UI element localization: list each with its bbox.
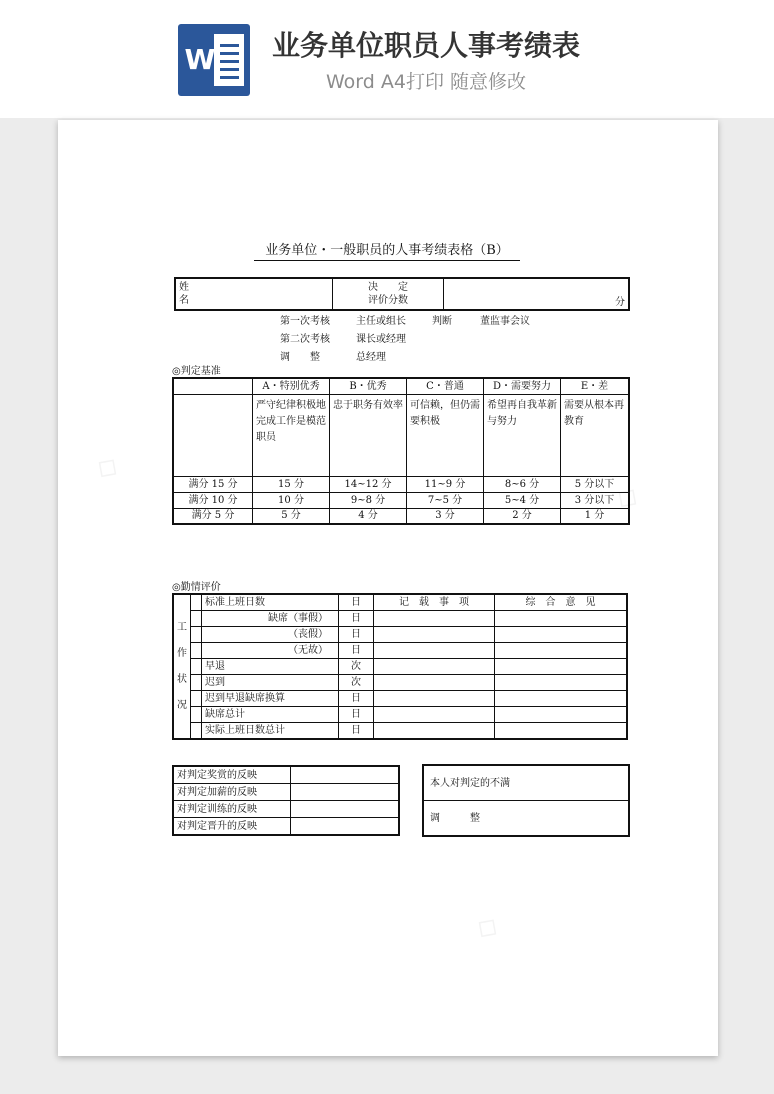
- flow-judge: 判断: [432, 316, 452, 327]
- opinion-cell[interactable]: [495, 627, 628, 643]
- attendance-section-label: ◎勤情评价: [172, 582, 221, 593]
- opinion-cell[interactable]: [495, 659, 628, 675]
- watermark: ◇: [90, 446, 128, 487]
- attendance-unit: 日: [339, 594, 374, 611]
- attendance-item: （丧假）: [202, 627, 339, 643]
- score-cell: 10 分: [253, 492, 330, 508]
- attendance-unit: 日: [339, 643, 374, 659]
- attendance-item: 实际上班日数总计: [202, 723, 339, 740]
- document-title: 业务单位・一般职员的人事考绩表格（B）: [254, 242, 520, 261]
- complaint-cell[interactable]: [423, 765, 629, 801]
- score-cell[interactable]: [444, 278, 630, 310]
- attendance-item: 早退: [202, 659, 339, 675]
- opinion-cell[interactable]: [495, 691, 628, 707]
- flow-who: 总经理: [356, 352, 386, 363]
- flow-board: 董监事会议: [480, 316, 530, 327]
- score-cell: 1 分: [561, 508, 630, 524]
- comment-table: [422, 764, 630, 837]
- flow-who: 课长或经理: [356, 334, 406, 345]
- score-cell: 7~5 分: [407, 492, 484, 508]
- record-cell[interactable]: [374, 707, 495, 723]
- opinion-cell[interactable]: [495, 643, 628, 659]
- score-row-label: 满分 15 分: [173, 476, 253, 492]
- header-title: 业务单位职员人事考绩表: [272, 29, 581, 62]
- document-page: [58, 120, 718, 1056]
- review-flow: [280, 313, 530, 367]
- opinion-header: 综 合 意 见: [495, 594, 628, 611]
- attendance-unit: 日: [339, 627, 374, 643]
- reaction-value-cell[interactable]: [291, 801, 400, 818]
- word-icon: [178, 24, 250, 96]
- grade-description: 忠于职务有效率: [330, 394, 407, 476]
- name-label-line1: 姓: [179, 282, 189, 293]
- score-cell: 9~8 分: [330, 492, 407, 508]
- grade-header: B・优秀: [330, 378, 407, 394]
- reaction-table: [172, 765, 400, 836]
- work-status-side-label: [173, 594, 191, 739]
- score-cell: 3 分以下: [561, 492, 630, 508]
- reaction-label: 对判定奖赏的反映: [173, 766, 291, 784]
- score-cell: 4 分: [330, 508, 407, 524]
- name-label-cell: [175, 278, 333, 310]
- opinion-cell[interactable]: [495, 611, 628, 627]
- opinion-cell[interactable]: [495, 675, 628, 691]
- row-marker: [191, 643, 202, 659]
- page-header: [0, 0, 774, 118]
- row-marker: [191, 611, 202, 627]
- flow-row: [280, 349, 530, 367]
- row-marker: [191, 675, 202, 691]
- side-char: 工: [177, 621, 187, 633]
- attendance-item: （无故）: [202, 643, 339, 659]
- flow-row: [280, 331, 530, 349]
- row-marker: [191, 723, 202, 740]
- record-cell[interactable]: [374, 723, 495, 740]
- reaction-value-cell[interactable]: [291, 766, 400, 784]
- row-marker: [191, 707, 202, 723]
- watermark: ◇: [470, 906, 508, 947]
- score-cell: 5 分以下: [561, 476, 630, 492]
- attendance-unit: 日: [339, 691, 374, 707]
- reaction-value-cell[interactable]: [291, 818, 400, 836]
- criteria-desc-corner: [173, 394, 253, 476]
- flow-label: 调 整: [280, 352, 320, 363]
- complaint-label: 本人对判定的不满: [430, 777, 510, 789]
- word-icon-page: [214, 34, 244, 86]
- record-cell[interactable]: [374, 643, 495, 659]
- flow-row: [280, 313, 530, 331]
- flow-who: 主任或组长: [356, 316, 406, 327]
- flow-label: 第二次考核: [280, 334, 330, 345]
- score-row-label: 满分 10 分: [173, 492, 253, 508]
- adjustment-cell[interactable]: [423, 801, 629, 837]
- attendance-item: 缺席总计: [202, 707, 339, 723]
- record-cell[interactable]: [374, 659, 495, 675]
- criteria-section-label: ◎判定基准: [172, 366, 221, 377]
- grade-description: 希望再自我革新与努力: [484, 394, 561, 476]
- record-cell[interactable]: [374, 675, 495, 691]
- grade-description: 可信赖，但仍需要积极: [407, 394, 484, 476]
- grade-header: A・特别优秀: [253, 378, 330, 394]
- score-cell: 2 分: [484, 508, 561, 524]
- opinion-cell[interactable]: [495, 707, 628, 723]
- score-unit: 分: [615, 297, 625, 308]
- attendance-unit: 日: [339, 707, 374, 723]
- info-table: [174, 277, 630, 311]
- grade-header: C・普通: [407, 378, 484, 394]
- attendance-table: [172, 593, 628, 740]
- watermark: ◇: [610, 476, 648, 517]
- opinion-cell[interactable]: [495, 723, 628, 740]
- attendance-item: 迟到早退缺席换算: [202, 691, 339, 707]
- reaction-value-cell[interactable]: [291, 784, 400, 801]
- score-cell: 11~9 分: [407, 476, 484, 492]
- row-marker: [191, 691, 202, 707]
- side-char: 况: [177, 699, 187, 711]
- record-cell[interactable]: [374, 611, 495, 627]
- decision-label-line2: 评价分数: [368, 295, 408, 306]
- reaction-label: 对判定晋升的反映: [173, 818, 291, 836]
- attendance-unit: 日: [339, 723, 374, 740]
- row-marker: [191, 594, 202, 611]
- header-subtitle: Word A4打印 随意修改: [326, 71, 527, 93]
- score-cell: 15 分: [253, 476, 330, 492]
- side-char: 状: [177, 673, 187, 685]
- attendance-unit: 日: [339, 611, 374, 627]
- row-marker: [191, 627, 202, 643]
- score-cell: 8~6 分: [484, 476, 561, 492]
- score-cell: 3 分: [407, 508, 484, 524]
- reaction-label: 对判定训练的反映: [173, 801, 291, 818]
- record-cell[interactable]: [374, 627, 495, 643]
- attendance-item: 标准上班日数: [202, 594, 339, 611]
- side-char: 作: [177, 647, 187, 659]
- name-label-line2: 名: [179, 295, 189, 306]
- grade-description: 严守纪律积极地完成工作是模范职员: [253, 394, 330, 476]
- attendance-item: 迟到: [202, 675, 339, 691]
- grade-header: D・需要努力: [484, 378, 561, 394]
- criteria-table: [172, 377, 630, 525]
- reaction-label: 对判定加薪的反映: [173, 784, 291, 801]
- attendance-item: 缺席（事假）: [202, 611, 339, 627]
- record-cell[interactable]: [374, 691, 495, 707]
- record-header: 记 载 事 项: [374, 594, 495, 611]
- attendance-unit: 次: [339, 659, 374, 675]
- score-row-label: 满分 5 分: [173, 508, 253, 524]
- word-icon-letter: W: [184, 43, 216, 76]
- decision-label-line1: 决 定: [368, 282, 408, 293]
- decision-label-cell: [333, 278, 444, 310]
- score-cell: 14~12 分: [330, 476, 407, 492]
- grade-description: 需要从根本再教育: [561, 394, 630, 476]
- flow-label: 第一次考核: [280, 316, 330, 327]
- row-marker: [191, 659, 202, 675]
- grade-header: E・差: [561, 378, 630, 394]
- score-cell: 5 分: [253, 508, 330, 524]
- attendance-unit: 次: [339, 675, 374, 691]
- adjustment-label: 调 整: [430, 812, 480, 824]
- criteria-corner: [173, 378, 253, 394]
- score-cell: 5~4 分: [484, 492, 561, 508]
